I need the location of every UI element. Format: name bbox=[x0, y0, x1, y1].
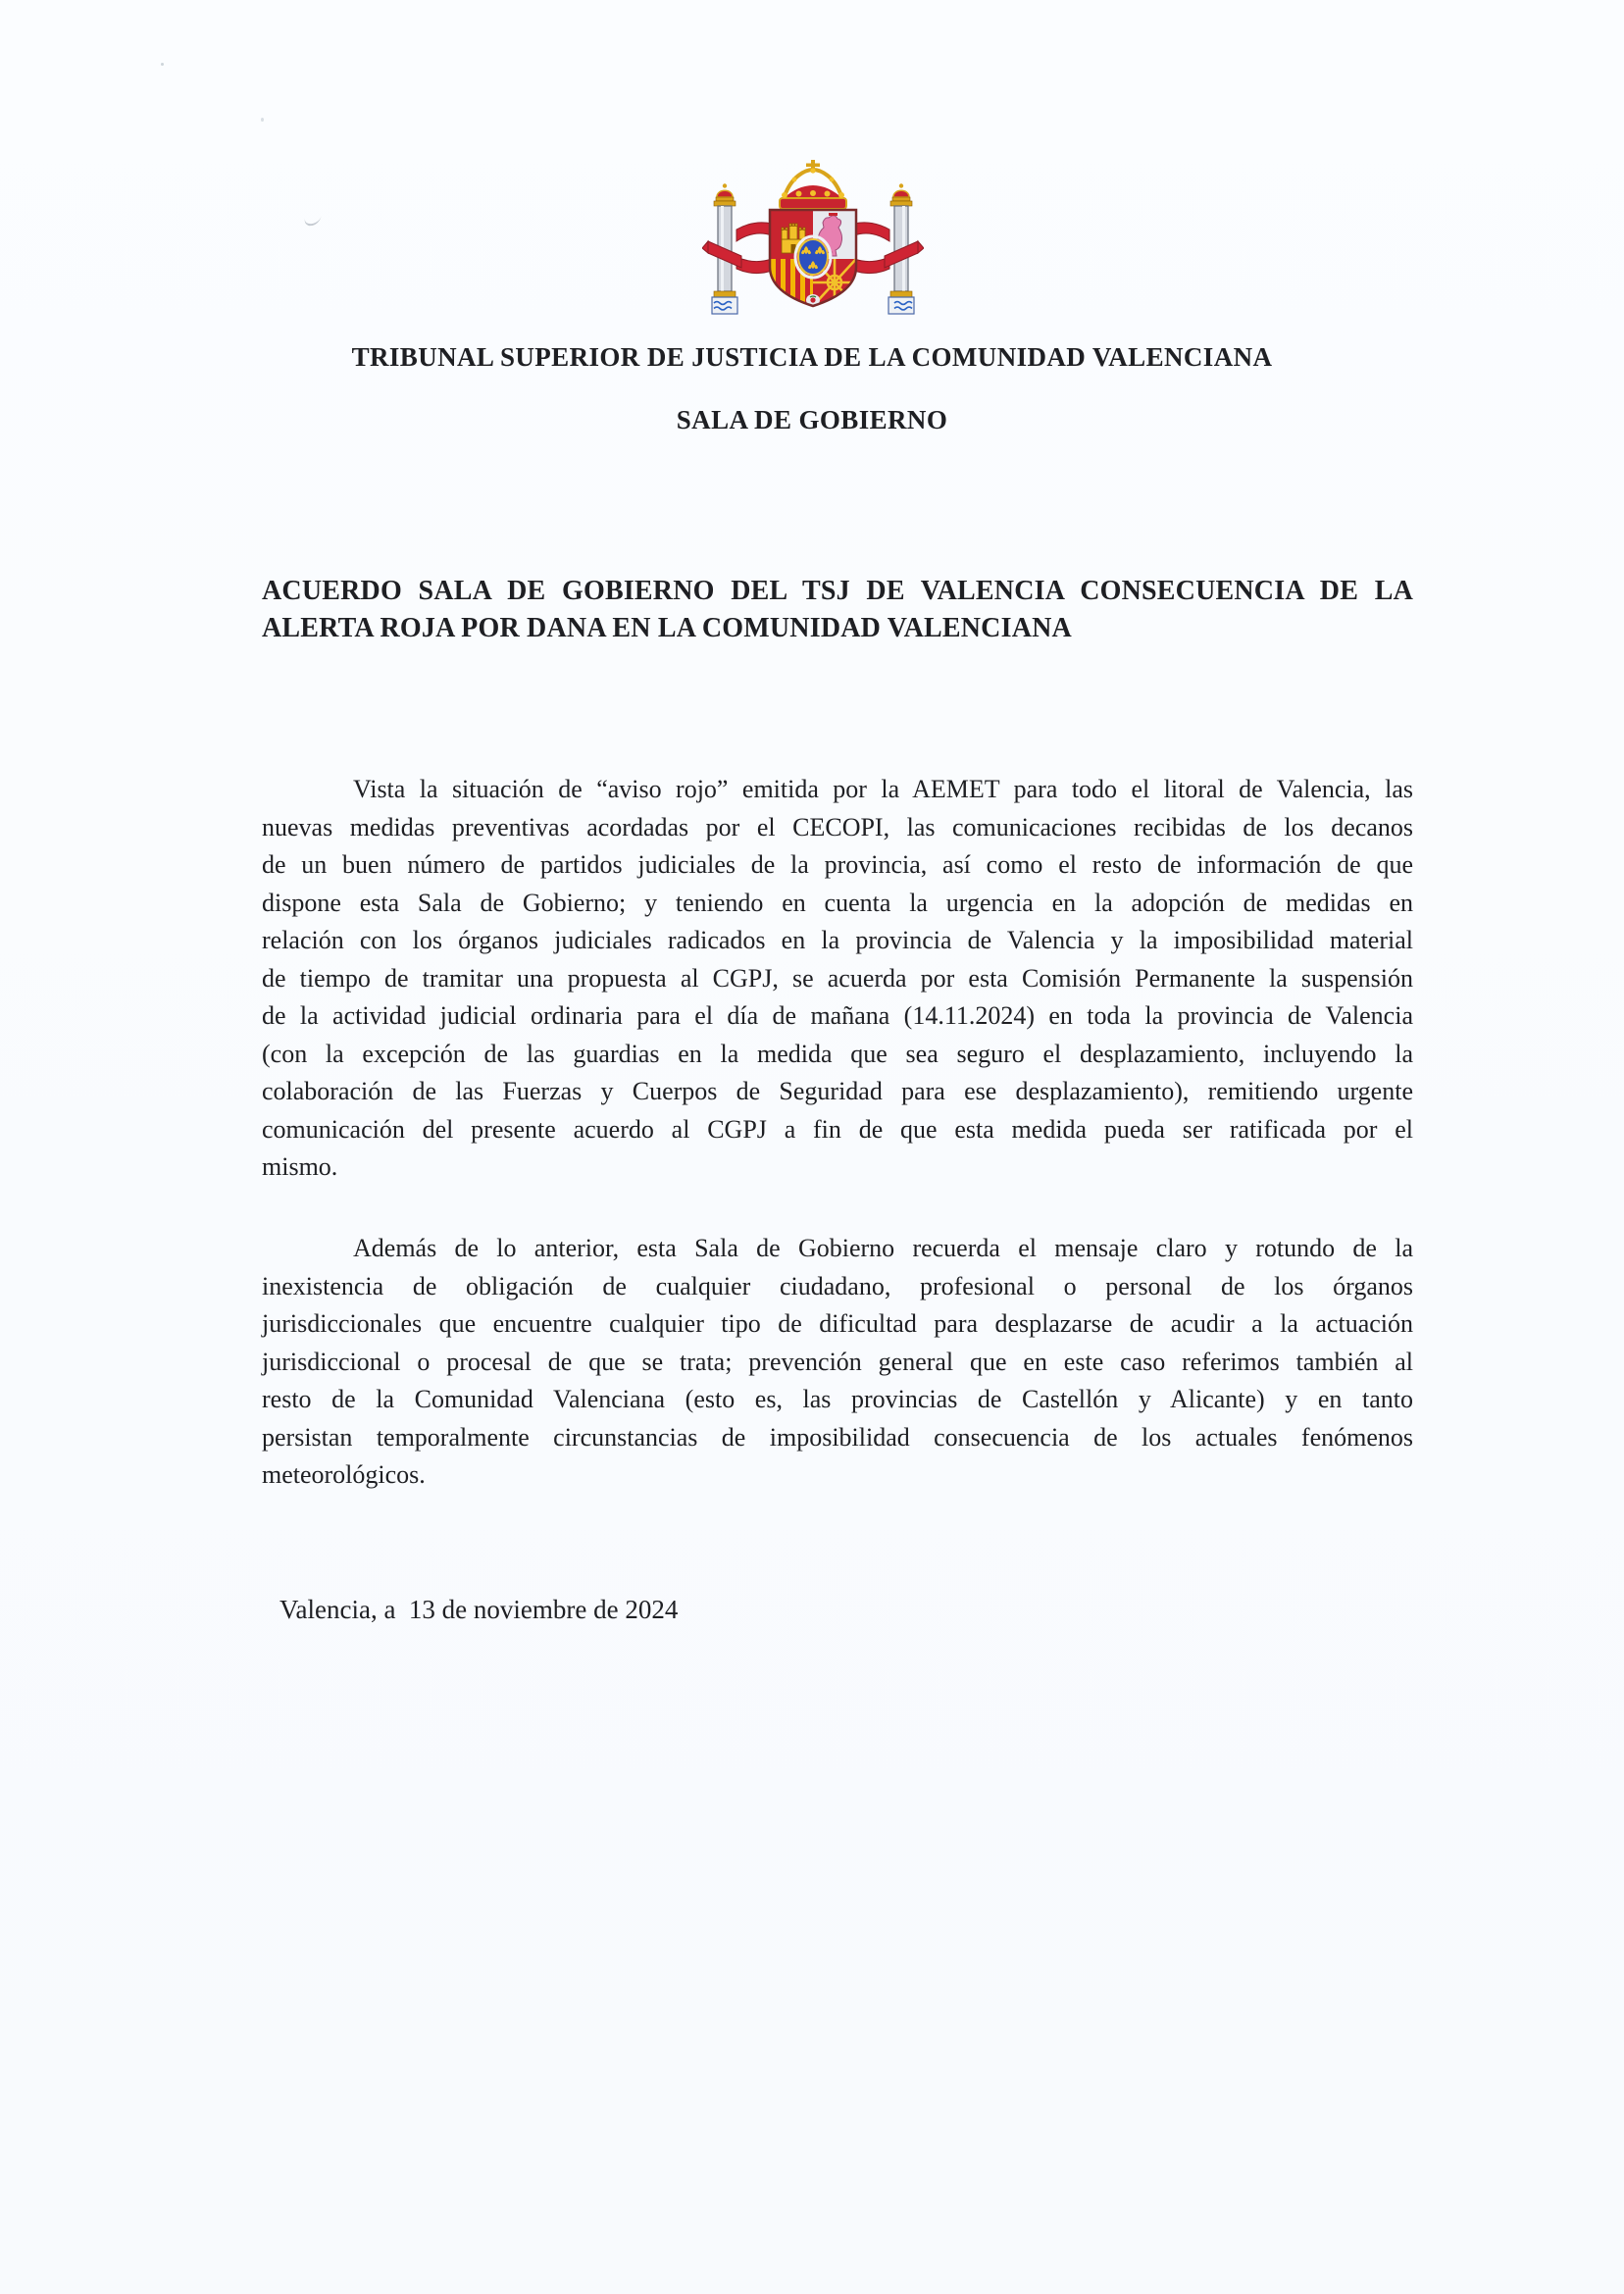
text-line: resto de la Comunidad Valenciana (esto es, las provincias de Castellón y Alicante) y en tanto bbox=[262, 1385, 1413, 1413]
text-line: comunicación del presente acuerdo al CGPJ a fin de que esta medida pueda ser ratificada por el bbox=[262, 1114, 1413, 1144]
chamber-name: SALA DE GOBIERNO bbox=[676, 405, 948, 434]
institution-name: TRIBUNAL SUPERIOR DE JUSTICIA DE LA COMUNIDAD VALENCIANA bbox=[351, 342, 1273, 372]
spain-coat-of-arms-icon bbox=[702, 159, 924, 328]
document-title bbox=[262, 573, 1413, 647]
text-line: nuevas medidas preventivas acordadas por el CECOPI, las comunicaciones recibidas de los decanos bbox=[262, 812, 1413, 841]
scan-speck bbox=[161, 63, 164, 66]
paragraph bbox=[262, 1230, 1413, 1495]
text-line: ACUERDO SALA DE GOBIERNO DEL TSJ DE VALENCIA CONSECUENCIA DE LA bbox=[262, 576, 1413, 606]
text-line: jurisdiccional o procesal de que se trata; prevención general que en este caso referimos también al bbox=[262, 1347, 1413, 1376]
text-line: dispone esta Sala de Gobierno; y teniendo en cuenta la urgencia en la adopción de medidas en bbox=[262, 888, 1413, 917]
text-line: persistan temporalmente circunstancias de imposibilidad consecuencia de los actuales fenómenos bbox=[262, 1422, 1413, 1452]
text-line: mismo. bbox=[262, 1152, 338, 1181]
text-line: meteorológicos. bbox=[262, 1460, 426, 1489]
text-line: inexistencia de obligación de cualquier ciudadano, profesional o personal de los órganos bbox=[262, 1271, 1413, 1300]
scan-speck bbox=[261, 118, 264, 122]
text-line: de tiempo de tramitar una propuesta al CGPJ, se acuerda por esta Comisión Permanente la suspensión bbox=[262, 963, 1413, 993]
text-line: (con la excepción de las guardias en la medida que sea seguro el desplazamiento, incluyendo la bbox=[262, 1039, 1413, 1068]
text-line: Vista la situación de “aviso rojo” emitida por la AEMET para todo el litoral de Valencia, las bbox=[353, 775, 1413, 803]
text-line: colaboración de las Fuerzas y Cuerpos de Seguridad para ese desplazamiento), remitiendo urgente bbox=[262, 1077, 1413, 1105]
text-line: de la actividad judicial ordinaria para el día de mañana (14.11.2024) en toda la provincia de Valencia bbox=[262, 1001, 1413, 1030]
text-line: de un buen número de partidos judiciales de la provincia, así como el resto de información de que bbox=[262, 850, 1413, 879]
dateline: Valencia, a 13 de noviembre de 2024 bbox=[279, 1595, 679, 1624]
pencil-mark bbox=[303, 216, 321, 228]
text-line: jurisdiccionales que encuentre cualquier tipo de dificultad para desplazarse de acudir a la actuación bbox=[262, 1309, 1413, 1338]
text-line: relación con los órganos judiciales radicados en la provincia de Valencia y la imposibilidad material bbox=[262, 926, 1413, 954]
text-line: ALERTA ROJA POR DANA EN LA COMUNIDAD VALENCIANA bbox=[262, 613, 1072, 643]
text-line: Además de lo anterior, esta Sala de Gobierno recuerda el mensaje claro y rotundo de la bbox=[353, 1234, 1413, 1262]
paragraph bbox=[262, 771, 1413, 1187]
